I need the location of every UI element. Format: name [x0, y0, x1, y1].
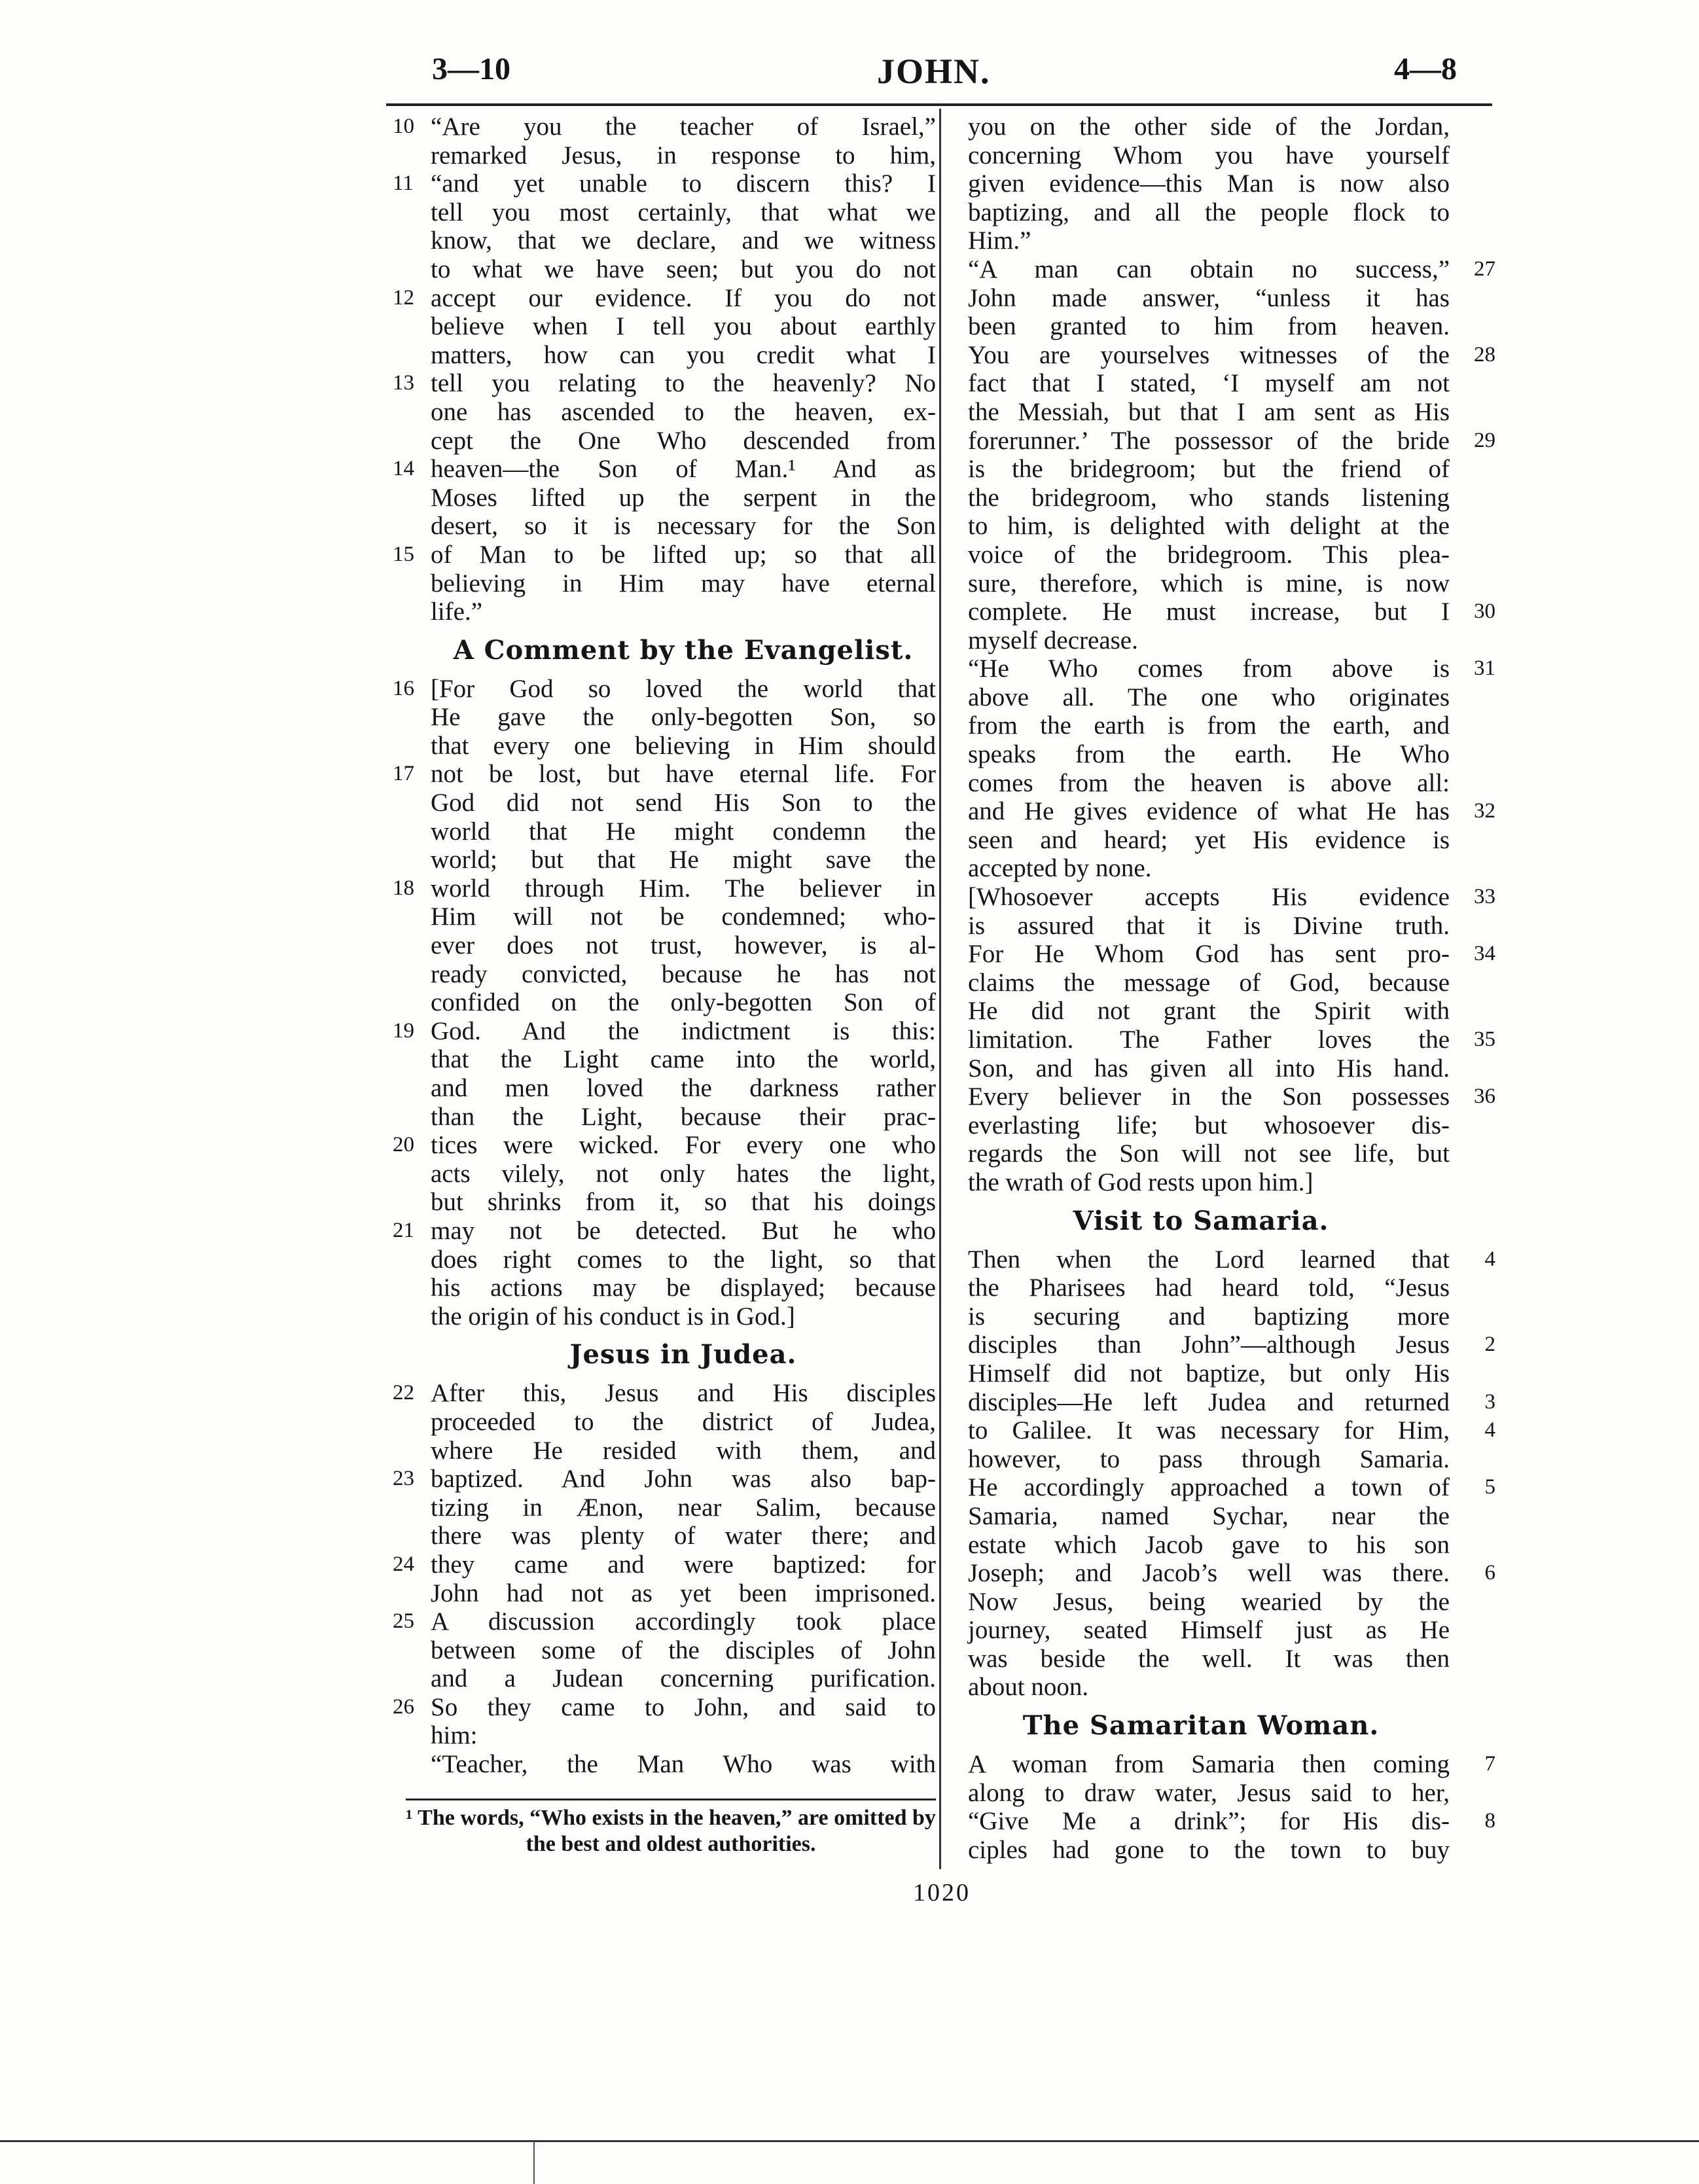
text-line: [393, 732, 936, 761]
line-text: world through Him. The believer in: [431, 874, 936, 903]
line-text: the wrath of God rests upon him.]: [968, 1168, 1314, 1196]
text-line: [952, 113, 1495, 141]
text-line: [393, 1636, 936, 1665]
text-line: [952, 1531, 1495, 1560]
text-line: [952, 512, 1495, 541]
left-column: [393, 113, 936, 1779]
text-line: [393, 1188, 936, 1217]
line-text: does right comes to the light, so that: [431, 1245, 936, 1274]
line-text: accept our evidence. If you do not: [431, 283, 936, 312]
text-line: [393, 1017, 936, 1046]
verse-number: 33: [1474, 885, 1495, 909]
line-text: Every believer in the Son possesses: [968, 1083, 1450, 1111]
line-text: He gave the only-begotten Son, so: [431, 703, 936, 732]
text-line: [393, 284, 936, 313]
text-line: [952, 1111, 1495, 1140]
line-text: A discussion accordingly took place: [431, 1607, 936, 1636]
text-line: [952, 969, 1495, 997]
line-text: however, to pass through Samaria.: [968, 1444, 1450, 1473]
text-line: [393, 369, 936, 398]
line-text: Him.”: [968, 226, 1031, 255]
text-line: [393, 931, 936, 960]
line-text: that every one believing in Him should: [431, 731, 936, 760]
line-text: tizing in Ænon, near Salim, because: [431, 1493, 936, 1522]
text-line: [952, 1616, 1495, 1645]
line-text: of Man to be lifted up; so that all: [431, 540, 936, 569]
line-text: regards the Son will not see life, but: [968, 1139, 1450, 1168]
line-text: ciples had gone to the town to buy: [968, 1835, 1450, 1864]
text-line: [393, 1379, 936, 1408]
text-line: [393, 141, 936, 170]
running-head-title: JOHN.: [877, 52, 991, 91]
text-line: [393, 569, 936, 598]
line-text: Son, and has given all into His hand.: [968, 1054, 1450, 1083]
text-line: [952, 427, 1495, 456]
line-text: forerunner.’ The possessor of the bride: [968, 426, 1450, 455]
text-line: [393, 1550, 936, 1579]
verse-number: 11: [393, 171, 414, 196]
text-line: [393, 1522, 936, 1550]
text-line: [393, 598, 936, 626]
line-text: proceeded to the district of Judea,: [431, 1407, 936, 1436]
text-line: [952, 1139, 1495, 1168]
text-line: [952, 541, 1495, 569]
verse-number: 7: [1484, 1752, 1495, 1776]
line-text: you on the other side of the Jordan,: [968, 113, 1450, 141]
line-text: “A man can obtain no success,”: [968, 255, 1450, 283]
text-line: [952, 1445, 1495, 1474]
text-line: [952, 826, 1495, 855]
line-text: fact that I stated, ‘I myself am not: [968, 369, 1450, 398]
verse-number: 13: [393, 371, 414, 395]
line-text: and He gives evidence of what He has: [968, 797, 1450, 826]
verse-number: 36: [1474, 1084, 1495, 1109]
line-text: God. And the indictment is this:: [431, 1016, 936, 1045]
line-text: life.”: [431, 598, 483, 626]
line-text: and men loved the darkness rather: [431, 1074, 936, 1102]
right-column: [952, 113, 1495, 1864]
text-line: [952, 1274, 1495, 1302]
line-text: sure, therefore, which is mine, is now: [968, 569, 1450, 598]
line-text: baptizing, and all the people flock to: [968, 198, 1450, 226]
line-text: A woman from Samaria then coming: [968, 1750, 1450, 1779]
text-line: [952, 1750, 1495, 1779]
line-text: Now Jesus, being wearied by the: [968, 1587, 1450, 1616]
line-text: believing in Him may have eternal: [431, 569, 936, 598]
text-line: [952, 1807, 1495, 1836]
text-line: [393, 1302, 936, 1331]
text-line: [393, 903, 936, 931]
text-line: [952, 654, 1495, 683]
footnote: ¹ The words, “Who exists in the heaven,” are omitted by the best and oldest authorities.: [406, 1806, 936, 1856]
header-rule: [386, 103, 1492, 106]
verse-number: 30: [1474, 600, 1495, 624]
text-line: [952, 1645, 1495, 1674]
line-text: where He resided with them, and: [431, 1436, 936, 1465]
text-line: [393, 703, 936, 732]
text-line: [952, 1559, 1495, 1588]
text-line: [952, 198, 1495, 227]
text-line: [952, 255, 1495, 284]
line-text: He did not grant the Spirit with: [968, 997, 1450, 1026]
text-line: [952, 1473, 1495, 1502]
line-text: You are yourselves witnesses of the: [968, 340, 1450, 369]
text-line: [952, 740, 1495, 769]
text-line: [393, 512, 936, 541]
line-text: matters, how can you credit what I: [431, 340, 936, 369]
verse-number: 15: [393, 542, 414, 566]
line-text: world that He might condemn the: [431, 817, 936, 846]
verse-number: 21: [393, 1218, 414, 1242]
text-line: [393, 1217, 936, 1245]
line-text: him:: [431, 1721, 478, 1750]
text-line: [952, 341, 1495, 370]
text-line: [952, 854, 1495, 883]
text-line: [952, 569, 1495, 598]
line-text: one has ascended to the heaven, ex-: [431, 397, 936, 426]
text-line: [952, 1416, 1495, 1445]
text-line: [393, 988, 936, 1017]
text-line: [952, 883, 1495, 912]
line-text: the bridegroom, who stands listening: [968, 483, 1450, 512]
line-text: the Messiah, but that I am sent as His: [968, 397, 1450, 426]
text-line: [952, 1673, 1495, 1702]
text-line: [393, 1579, 936, 1608]
line-text: given evidence—this Man is now also: [968, 170, 1450, 198]
line-text: accepted by none.: [968, 854, 1152, 883]
verse-number: 29: [1474, 428, 1495, 452]
line-text: Moses lifted up the serpent in the: [431, 483, 936, 512]
text-line: [393, 312, 936, 341]
text-line: [393, 1074, 936, 1103]
line-text: “and yet unable to discern this? I: [431, 170, 936, 198]
text-line: [952, 1779, 1495, 1808]
line-text: myself decrease.: [968, 626, 1138, 654]
text-line: [393, 874, 936, 903]
line-text: they came and were baptized: for: [431, 1550, 936, 1579]
text-line: [393, 1721, 936, 1750]
running-head-right: 4—8: [1394, 52, 1457, 86]
text-line: [952, 940, 1495, 969]
line-text: disciples—He left Judea and returned: [968, 1387, 1450, 1416]
line-text: to Galilee. It was necessary for Him,: [968, 1416, 1450, 1445]
line-text: After this, Jesus and His disciples: [431, 1379, 936, 1408]
verse-number: 4: [1484, 1247, 1495, 1271]
text-line: [952, 711, 1495, 740]
text-line: [952, 141, 1495, 170]
line-text: He accordingly approached a town of: [968, 1473, 1450, 1502]
line-text: John made answer, “unless it has: [968, 283, 1450, 312]
line-text: above all. The one who originates: [968, 683, 1450, 711]
line-text: seen and heard; yet His evidence is: [968, 825, 1450, 854]
text-line: [952, 1054, 1495, 1083]
footnote-rule: [406, 1799, 936, 1800]
column-divider: [939, 109, 941, 1869]
line-text: is the bridegroom; but the friend of: [968, 455, 1450, 484]
text-line: [952, 912, 1495, 940]
text-line: [952, 1083, 1495, 1111]
line-text: confided on the only-begotten Son of: [431, 988, 936, 1017]
line-text: may not be detected. But he who: [431, 1216, 936, 1245]
text-line: [393, 1045, 936, 1074]
text-line: [952, 997, 1495, 1026]
text-line: [952, 1388, 1495, 1417]
verse-number: 26: [393, 1694, 414, 1719]
verse-number: 2: [1484, 1333, 1495, 1357]
line-text: the origin of his conduct is in God.]: [431, 1302, 795, 1331]
line-text: Then when the Lord learned that: [968, 1245, 1450, 1274]
text-line: [393, 341, 936, 370]
verse-number: 27: [1474, 257, 1495, 281]
line-text: ready convicted, because he has not: [431, 959, 936, 988]
line-text: the Pharisees had heard told, “Jesus: [968, 1274, 1450, 1302]
verse-number: 23: [393, 1467, 414, 1491]
line-text: estate which Jacob gave to his son: [968, 1530, 1450, 1559]
text-line: [952, 455, 1495, 484]
text-line: [393, 1160, 936, 1189]
line-text: and a Judean concerning purification.: [431, 1664, 936, 1693]
line-text: concerning Whom you have yourself: [968, 141, 1450, 170]
running-head-left: 3—10: [432, 52, 510, 86]
text-line: [393, 541, 936, 569]
line-text: Him will not be condemned; who-: [431, 903, 936, 931]
verse-number: 25: [393, 1609, 414, 1634]
verse-number: 3: [1484, 1389, 1495, 1414]
line-text: John had not as yet been imprisoned.: [431, 1579, 936, 1607]
text-line: [952, 284, 1495, 313]
section-heading: A Comment by the Evangelist.: [453, 634, 914, 666]
verse-number: 18: [393, 876, 414, 900]
line-text: Joseph; and Jacob’s well was there.: [968, 1559, 1450, 1588]
line-text: but shrinks from it, so that his doings: [431, 1188, 936, 1217]
line-text: “Teacher, the Man Who was with: [431, 1750, 936, 1779]
line-text: voice of the bridegroom. This plea-: [968, 540, 1450, 569]
text-line: [393, 170, 936, 198]
text-line: [393, 255, 936, 284]
line-text: tell you most certainly, that what we: [431, 198, 936, 226]
line-text: to him, is delighted with delight at the: [968, 512, 1450, 541]
verse-number: 12: [393, 285, 414, 310]
line-text: God did not send His Son to the: [431, 789, 936, 817]
text-line: [952, 1359, 1495, 1388]
line-text: limitation. The Father loves the: [968, 1026, 1450, 1054]
line-text: cept the One Who descended from: [431, 426, 936, 455]
scan-edge-line: [0, 2140, 1699, 2142]
line-text: is assured that it is Divine truth.: [968, 911, 1450, 940]
line-text: speaks from the earth. He Who: [968, 740, 1450, 769]
line-text: [Whosoever accepts His evidence: [968, 883, 1450, 912]
line-text: to what we have seen; but you do not: [431, 255, 936, 283]
text-line: [393, 817, 936, 846]
text-line: [393, 427, 936, 456]
line-text: acts vilely, not only hates the light,: [431, 1159, 936, 1188]
text-line: [393, 675, 936, 704]
text-line: [952, 1502, 1495, 1531]
line-text: was beside the well. It was then: [968, 1644, 1450, 1673]
line-text: “Give Me a drink”; for His dis-: [968, 1807, 1450, 1836]
line-text: his actions may be displayed; because: [431, 1274, 936, 1302]
verse-number: 4: [1484, 1418, 1495, 1442]
verse-number: 20: [393, 1133, 414, 1157]
text-line: [393, 760, 936, 789]
text-line: [952, 398, 1495, 427]
line-text: comes from the heaven is above all:: [968, 768, 1450, 797]
verse-number: 17: [393, 762, 414, 786]
text-line: [393, 1437, 936, 1465]
text-line: [393, 1693, 936, 1722]
text-line: [952, 170, 1495, 198]
section-heading: Visit to Samaria.: [1073, 1205, 1329, 1236]
line-text: that the Light came into the world,: [431, 1045, 936, 1074]
text-line: [952, 769, 1495, 798]
section-heading: The Samaritan Woman.: [1022, 1710, 1380, 1742]
line-text: know, that we declare, and we witness: [431, 226, 936, 255]
text-line: [393, 1607, 936, 1636]
verse-number: 10: [393, 115, 414, 138]
text-line: [393, 198, 936, 227]
line-text: So they came to John, and said to: [431, 1692, 936, 1721]
line-text: tell you relating to the heavenly? No: [431, 369, 936, 398]
line-text: believe when I tell you about earthly: [431, 312, 936, 341]
line-text: is securing and baptizing more: [968, 1302, 1450, 1331]
text-line: [393, 1245, 936, 1274]
text-line: [393, 455, 936, 484]
line-text: Samaria, named Sychar, near the: [968, 1501, 1450, 1530]
text-line: [393, 1465, 936, 1494]
text-line: [393, 113, 936, 141]
line-text: world; but that He might save the: [431, 846, 936, 874]
verse-number: 16: [393, 676, 414, 700]
text-line: [393, 398, 936, 427]
text-line: [393, 1408, 936, 1437]
text-line: [952, 1168, 1495, 1197]
line-text: along to draw water, Jesus said to her,: [968, 1778, 1450, 1807]
text-line: [952, 1588, 1495, 1617]
text-line: [393, 1274, 936, 1302]
verse-number: 19: [393, 1018, 414, 1043]
page-number: 1020: [913, 1879, 971, 1907]
line-text: For He Whom God has sent pro-: [968, 940, 1450, 969]
text-line: [952, 1245, 1495, 1274]
line-text: heaven—the Son of Man.¹ And as: [431, 455, 936, 484]
line-text: there was plenty of water there; and: [431, 1522, 936, 1550]
text-line: [952, 1302, 1495, 1331]
verse-number: 8: [1484, 1809, 1495, 1833]
text-line: [393, 1103, 936, 1132]
line-text: ever does not trust, however, is al-: [431, 931, 936, 960]
line-text: claims the message of God, because: [968, 968, 1450, 997]
verse-number: 32: [1474, 799, 1495, 823]
text-line: [393, 484, 936, 512]
verse-number: 35: [1474, 1028, 1495, 1051]
text-line: [393, 1664, 936, 1693]
text-line: [952, 1026, 1495, 1054]
text-line: [393, 1131, 936, 1160]
verse-number: 14: [393, 457, 414, 481]
text-line: [393, 1750, 936, 1779]
line-text: Himself did not baptize, but only His: [968, 1359, 1450, 1387]
line-text: not be lost, but have eternal life. For: [431, 760, 936, 789]
line-text: between some of the disciples of John: [431, 1636, 936, 1664]
text-line: [393, 226, 936, 255]
verse-number: 6: [1484, 1561, 1495, 1585]
section-heading: Jesus in Judea.: [569, 1339, 797, 1370]
text-line: [952, 683, 1495, 712]
text-line: [952, 797, 1495, 826]
verse-number: 24: [393, 1552, 414, 1576]
line-text: tices were wicked. For every one who: [431, 1131, 936, 1160]
line-text: been granted to him from heaven.: [968, 312, 1450, 341]
line-text: disciples than John”—although Jesus: [968, 1331, 1450, 1359]
verse-number: 28: [1474, 342, 1495, 367]
line-text: [For God so loved the world that: [431, 674, 936, 703]
scan-edge-tick: [533, 2141, 535, 2184]
verse-number: 31: [1474, 656, 1495, 681]
text-line: [393, 1494, 936, 1522]
verse-number: 34: [1474, 942, 1495, 966]
text-line: [952, 484, 1495, 512]
line-text: remarked Jesus, in response to him,: [431, 141, 936, 170]
text-line: [952, 312, 1495, 341]
text-line: [952, 226, 1495, 255]
line-text: than the Light, because their prac-: [431, 1102, 936, 1131]
text-line: [952, 1836, 1495, 1865]
line-text: “He Who comes from above is: [968, 654, 1450, 683]
text-line: [952, 626, 1495, 655]
text-line: [952, 598, 1495, 626]
text-line: [952, 1331, 1495, 1359]
text-line: [393, 846, 936, 874]
verse-number: 5: [1484, 1475, 1495, 1499]
line-text: journey, seated Himself just as He: [968, 1616, 1450, 1645]
line-text: desert, so it is necessary for the Son: [431, 512, 936, 541]
line-text: everlasting life; but whosoever dis-: [968, 1111, 1450, 1139]
line-text: “Are you the teacher of Israel,”: [431, 113, 936, 141]
line-text: about noon.: [968, 1673, 1089, 1702]
line-text: baptized. And John was also bap-: [431, 1465, 936, 1494]
text-line: [393, 789, 936, 817]
text-line: [952, 369, 1495, 398]
line-text: complete. He must increase, but I: [968, 598, 1450, 626]
text-line: [393, 960, 936, 989]
verse-number: 22: [393, 1381, 414, 1405]
line-text: from the earth is from the earth, and: [968, 711, 1450, 740]
